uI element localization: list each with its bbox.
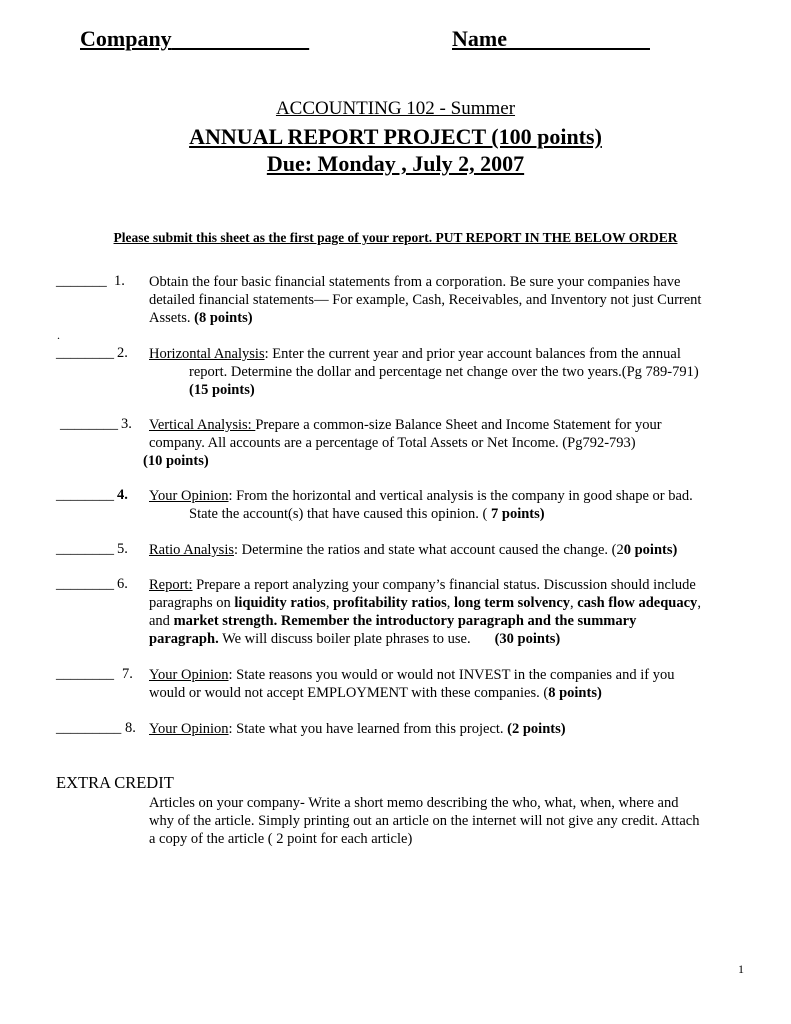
item-text: Prepare a common-size Balance Sheet and Income Statement for your [255,417,662,433]
item-points: (10 points) [143,453,209,469]
extra-credit-text: Articles on your company- Write a short memo describing the who, what, when, where and [149,795,679,811]
company-field[interactable] [80,26,309,52]
extra-credit-text: why of the article. Simply printing out an article on the internet will not give any credit. Attach [149,813,700,829]
item-text: Obtain the four basic financial statements from a corporation. Be sure your companies have [149,274,681,290]
item-heading: Horizontal Analysis [149,346,265,362]
item-number: 2. [117,345,128,361]
extra-credit-heading: EXTRA CREDIT [56,773,174,792]
course-title: ACCOUNTING 102 - Summer [275,98,516,119]
item-text: would or would not accept EMPLOYMENT with these companies. ( [149,685,549,701]
item-heading: Your Opinion [149,488,229,504]
item-points: (2 points) [507,721,566,737]
item-number: 5. [117,541,128,557]
extra-credit-text: a copy of the article ( 2 point for each article) [149,831,413,847]
item-text: company. All accounts are a percentage of Total Assets or Net Income. (Pg792-793) [149,435,636,451]
item-text: : Enter the current year and prior year account balances from the annual [264,346,681,362]
topic-liquidity: liquidity ratios [234,595,326,611]
item-number: 6. [117,576,128,592]
check-blank[interactable]: ________ [56,541,114,557]
item-text: paragraphs on [149,595,235,611]
item-text: : State what you have learned from this project. [228,721,508,737]
item-text: State the account(s) that have caused this opinion. ( [189,506,488,522]
item-points: (8 points) [194,310,253,326]
item-text: Assets. [149,310,191,326]
due-date: Due: Monday , July 2, 2007 [266,151,525,176]
check-blank[interactable]: ________ [56,345,114,361]
company-label: Company [80,26,172,51]
item-points: (30 points) [494,631,561,647]
item-points: 7 points) [487,506,545,522]
topic-solvency: long term solvency [454,595,571,611]
topic-market-strength: market strength. Remember the introductory paragraph and the summary [173,613,637,629]
page-number: 1 [738,962,744,976]
check-blank[interactable]: ________ [56,576,114,592]
item-text: report. Determine the dollar and percentage net change over the two years.(Pg 789-791) [189,364,699,380]
item-heading: Vertical Analysis: [149,417,256,433]
item-points: 0 points) [623,542,678,558]
project-title: ANNUAL REPORT PROJECT (100 points) [189,124,602,149]
item-number: 3. [121,416,132,432]
item-points: (15 points) [189,382,255,398]
instruction-text: Please submit this sheet as the first page of your report. PUT REPORT IN THE BELOW ORDER [113,230,678,245]
item-number: 4. [117,487,128,503]
item-heading: Report: [149,577,193,593]
extra-credit-body [149,794,699,848]
topic-cash-flow: cash flow adequacy [577,595,698,611]
item-text: and [149,613,174,629]
check-blank[interactable]: ________ [56,487,114,503]
check-blank[interactable]: _______ [56,273,107,289]
item-heading: Your Opinion [149,721,229,737]
item-text-bold: paragraph. [149,631,219,647]
stray-period: . [57,328,60,342]
item-number: 1. [114,273,125,289]
item-text: : Determine the ratios and state what account caused the change. (2 [234,542,624,558]
item-heading: Your Opinion [149,667,229,683]
check-blank[interactable]: ________ [56,666,114,682]
item-points: 8 points) [548,685,602,701]
item-number: 7. [122,666,133,682]
item-text: Prepare a report analyzing your company’s financial status. Discussion should include [192,577,696,593]
topic-profitability: profitability ratios [333,595,447,611]
check-blank[interactable]: _________ [56,720,122,736]
item-text: : From the horizontal and vertical analysis is the company in good shape or bad. [228,488,693,504]
item-text: : State reasons you would or would not INVEST in the companies and if you [228,667,675,683]
item-number: 8. [125,720,136,736]
name-label: Name [452,26,507,51]
check-blank[interactable]: ________ [60,416,118,432]
item-text: We will discuss boiler plate phrases to use. [218,631,471,647]
item-heading: Ratio Analysis [149,542,234,558]
name-field[interactable] [452,26,650,52]
item-text: detailed financial statements— For example, Cash, Receivables, and Inventory not just Current [149,292,702,308]
